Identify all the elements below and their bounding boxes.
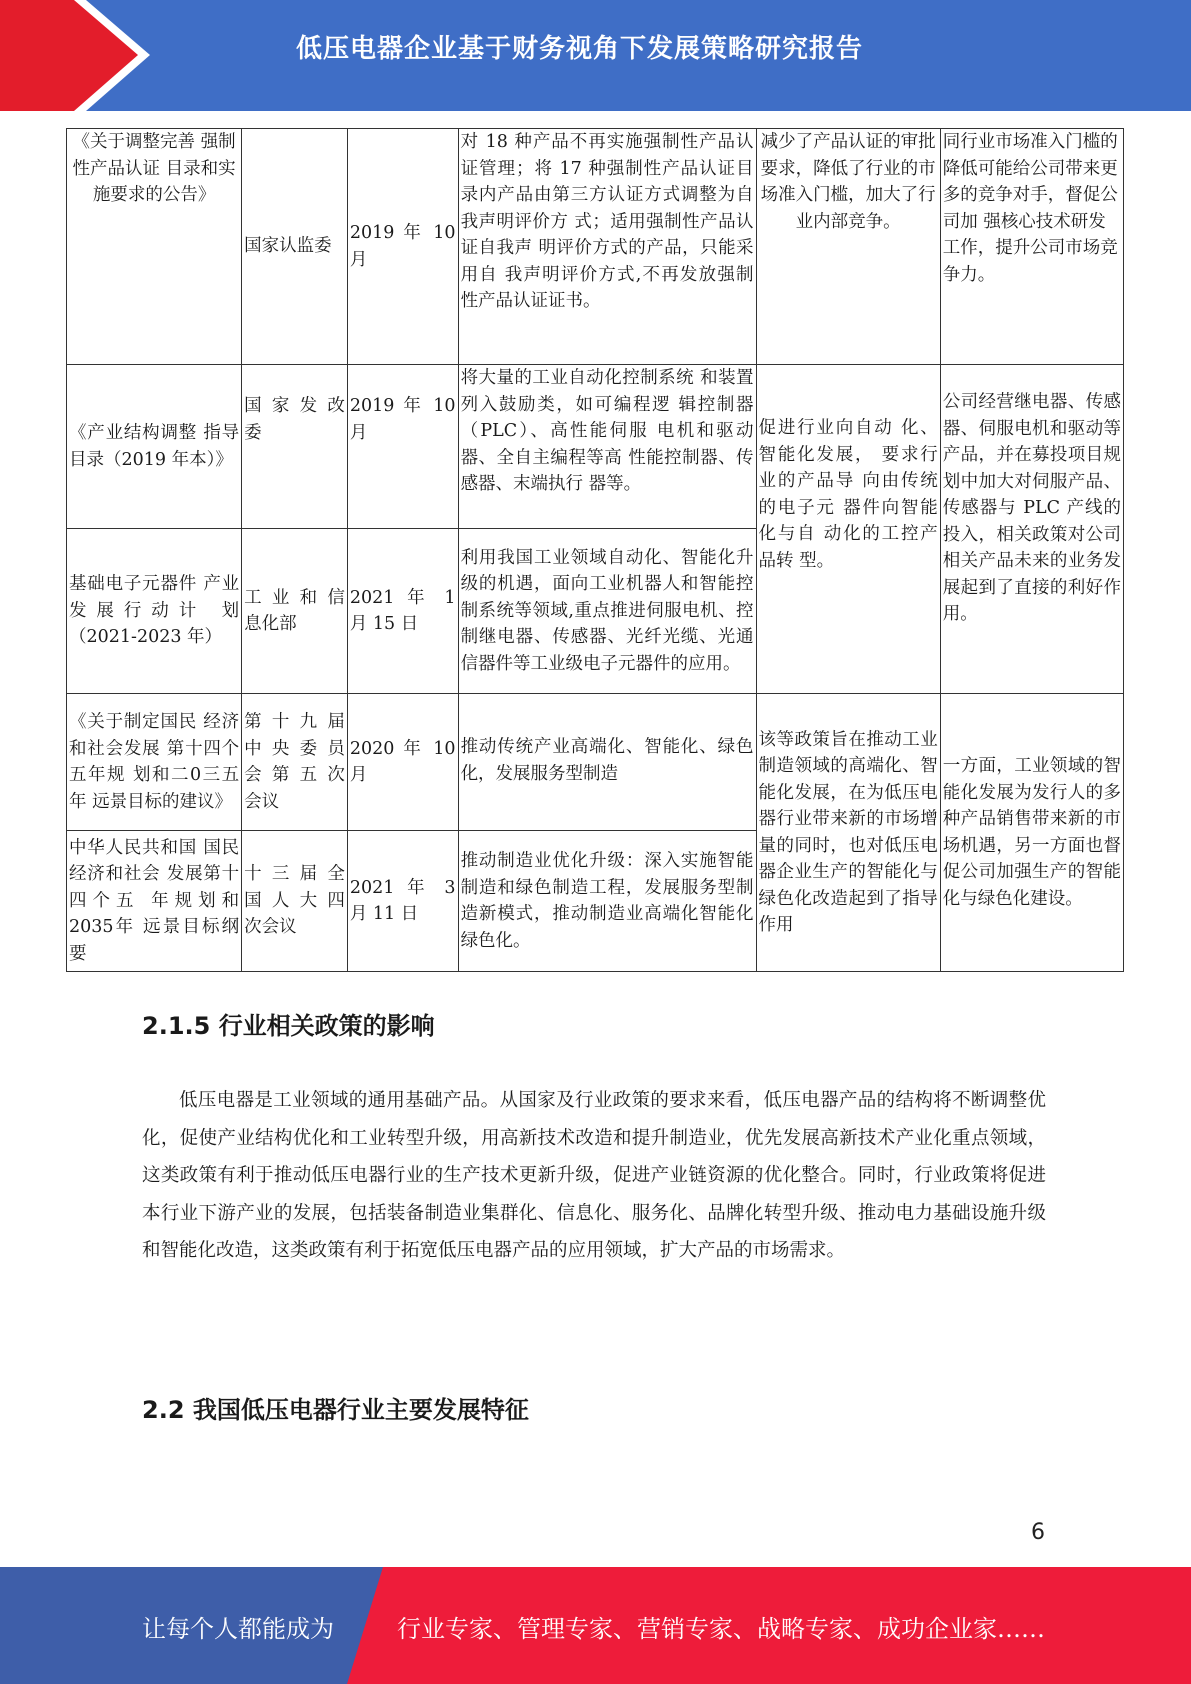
date-cell: 2021 年 3 月 11 日 (347, 831, 458, 972)
date-cell: 2019 年 10 月 (347, 365, 458, 529)
policy-name-cell: 《关于调整完善 强制性产品认证 目录和实施要求的公告》 (67, 129, 242, 365)
issuer-cell: 第 十 九 届 中 央 委 员 会 第 五 次 会议 (242, 694, 348, 831)
issuer-cell: 十 三 届 全 国 人 大 四 次会议 (242, 831, 348, 972)
policy-name-cell: 中华人民共和国 国民经济和社会 发展第十四个五 年规划和 2035年 远景目标纲要 (67, 831, 242, 972)
policy-table (66, 128, 1124, 972)
page-footer (0, 1567, 1191, 1684)
footer-slogan-right: 行业专家、管理专家、营销专家、战略专家、成功企业家…… (397, 1615, 1045, 1643)
date-cell: 2020 年 10 月 (347, 694, 458, 831)
date-cell: 2021 年 1 月 15 日 (347, 529, 458, 694)
date-cell: 2019 年 10 月 (347, 129, 458, 365)
industry-impact-cell: 促进行业向自动 化、智能化发展， 要求行业的产品导 向由传统的电子元 器件向智能化与自 动化的工控产品转 型。 (756, 365, 940, 694)
content-cell: 利用我国工业领域自动化、智能化升级的机遇，面向工业机器人和智能控制系统等领域,重点推进伺服电机、控制继电器、传感器、光纤光缆、光通信器件等工业级电子元器件的应用。 (458, 529, 756, 694)
page-header (0, 0, 1191, 111)
body-paragraph: 低压电器是工业领域的通用基础产品。从国家及行业政策的要求来看，低压电器产品的结构将不断调整优化，促使产业结构优化和工业转型升级，用高新技术改造和提升制造业，优先发展高新技术产业化重点领域，这类政策有利于推动低压电器行业的生产技术更新升级，促进产业链资源的优化整合。同时，行业政策将促进本行业下游产业的发展，包括装备制造业集群化、信息化、服务化、品牌化转型升级、推动电力基础设施升级和智能化改造，这类政策有利于拓宽低压电器产品的应用领域，扩大产品的市场需求。 (142, 1090, 1046, 1261)
table-row (67, 694, 1124, 831)
issuer-cell: 工 业 和 信 息化部 (242, 529, 348, 694)
company-impact-cell: 同行业市场准入门槛的降低可能给公司带来更多的竞争对手，督促公司加 强核心技术研发工作，提升公司市场竞争力。 (940, 129, 1123, 365)
table-row (67, 365, 1124, 529)
section-heading: 2.1.5 行业相关政策的影响 (142, 1012, 435, 1040)
table-row (67, 129, 1124, 365)
content-cell: 将大量的工业自动化控制系统 和装置列入鼓励类，如可编程逻 辑控制器（PLC）、高性能伺服 电机和驱动器、全自主编程等高 性能控制器、传感器、末端执行 器等。 (458, 365, 756, 529)
page-number: 6 (1031, 1520, 1045, 1545)
content-cell: 推动制造业优化升级：深入实施智能制造和绿色制造工程，发展服务型制造新模式，推动制造业高端化智能化绿色化。 (458, 831, 756, 972)
policy-name-cell: 《产业结构调整 指导目录（2019 年本）》 (67, 365, 242, 529)
policy-name-cell: 《关于制定国民 经济和社会发展 第十四个五年规 划和二0三五年 远景目标的建议》 (67, 694, 242, 831)
content-cell: 推动传统产业高端化、智能化、绿色化，发展服务型制造 (458, 694, 756, 831)
section-heading: 2.2 我国低压电器行业主要发展特征 (142, 1396, 529, 1424)
report-title: 低压电器企业基于财务视角下发展策略研究报告 (296, 34, 864, 64)
company-impact-cell: 一方面，工业领域的智能化发展为发行人的多种产品销售带来新的市场机遇，另一方面也督促公司加强生产的智能化与绿色化建设。 (940, 694, 1123, 972)
industry-impact-cell: 该等政策旨在推动工业制造领域的高端化、智能化发展，在为低压电器行业带来新的市场增量的同时，也对低压电器企业生产的智能化与绿色化改造起到了指导作用 (756, 694, 940, 972)
industry-impact-cell: 减少了产品认证的审批要求，降低了行业的市场准入门槛，加大了行业内部竞争。 (756, 129, 940, 365)
policy-name-cell: 基础电子元器件 产业发展行动计 划（2021-2023 年） (67, 529, 242, 694)
issuer-cell: 国家认监委 (242, 129, 348, 365)
company-impact-cell: 公司经营继电器、传感器、伺服电机和驱动等产品，并在募投项目规划中加大对伺服产品、传感器与 PLC 产线的投入，相关政策对公司相关产品未来的业务发展起到了直接的利好作 用。 (940, 365, 1123, 694)
footer-slogan-left: 让每个人都能成为 (142, 1615, 334, 1643)
issuer-cell: 国 家 发 改 委 (242, 365, 348, 529)
header-chevron-logo (0, 0, 140, 111)
content-cell: 对 18 种产品不再实施强制性产品认证管理；将 17 种强制性产品认证目录内产品由第三方认证方式调整为自我声明评价方 式；适用强制性产品认证自我声 明评价方式的产品，只能采用自 我声明评价方式,不再发放强制 性产品认证证书。 (458, 129, 756, 365)
